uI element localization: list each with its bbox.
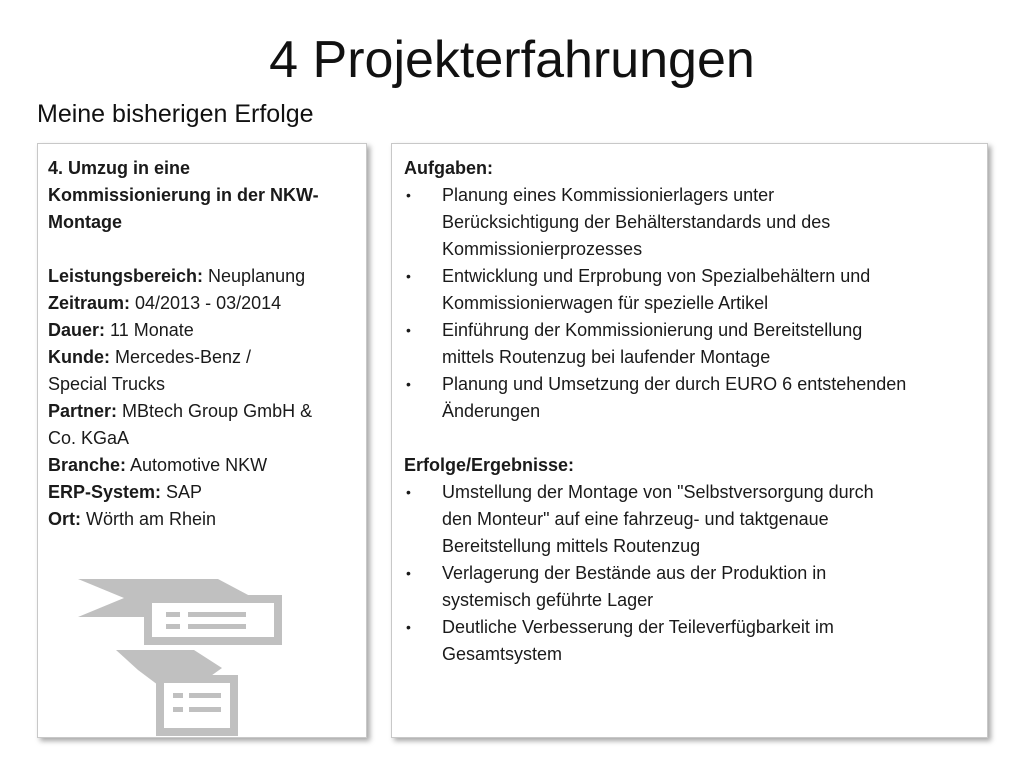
list-item: • Entwicklung und Erprobung von Spezialbehältern und Kommissionierwagen für spezielle Artikel: [404, 263, 973, 317]
field-kunde: Kunde: Mercedes-Benz / Special Trucks: [48, 347, 252, 394]
results-list: [404, 479, 973, 668]
field-leistungsbereich: Leistungsbereich: Neuplanung: [48, 266, 306, 286]
field-zeitraum: Zeitraum: 04/2013 - 03/2014: [48, 293, 282, 313]
field-branche: Branche: Automotive NKW: [48, 455, 268, 475]
list-item: • Planung und Umsetzung der durch EURO 6 entstehenden Änderungen: [404, 371, 973, 425]
results-heading: Erfolge/Ergebnisse:: [404, 455, 575, 475]
field-ort: Ort: Wörth am Rhein: [48, 509, 217, 529]
tasks-results-card: [391, 143, 988, 738]
project-info-card: [37, 143, 367, 738]
project-heading: 4. Umzug in eine Kommissionierung in der NKW- Montage: [48, 158, 319, 232]
field-partner: Partner: MBtech Group GmbH & Co. KGaA: [48, 401, 313, 448]
document-transfer-icon: [72, 576, 282, 736]
tasks-heading: Aufgaben:: [404, 158, 493, 178]
list-item: • Verlagerung der Bestände aus der Produktion in systemisch geführte Lager: [404, 560, 973, 614]
slide-subtitle: Meine bisherigen Erfolge: [37, 100, 314, 128]
slide-title: 4 Projekterfahrungen: [269, 31, 755, 89]
list-item: • Planung eines Kommissionierlagers unter Berücksichtigung der Behälterstandards und des Kommissionierprozesses: [404, 182, 973, 263]
list-item: • Deutliche Verbesserung der Teileverfügbarkeit im Gesamtsystem: [404, 614, 973, 668]
field-erp-system: ERP-System: SAP: [48, 482, 203, 502]
tasks-list: [404, 182, 973, 425]
field-dauer: Dauer: 11 Monate: [48, 320, 194, 340]
list-item: • Einführung der Kommissionierung und Bereitstellung mittels Routenzug bei laufender Montage: [404, 317, 973, 371]
list-item: • Umstellung der Montage von "Selbstversorgung durch den Monteur" auf eine fahrzeug- und taktgenaue Bereitstellung mittels Routenzug: [404, 479, 973, 560]
